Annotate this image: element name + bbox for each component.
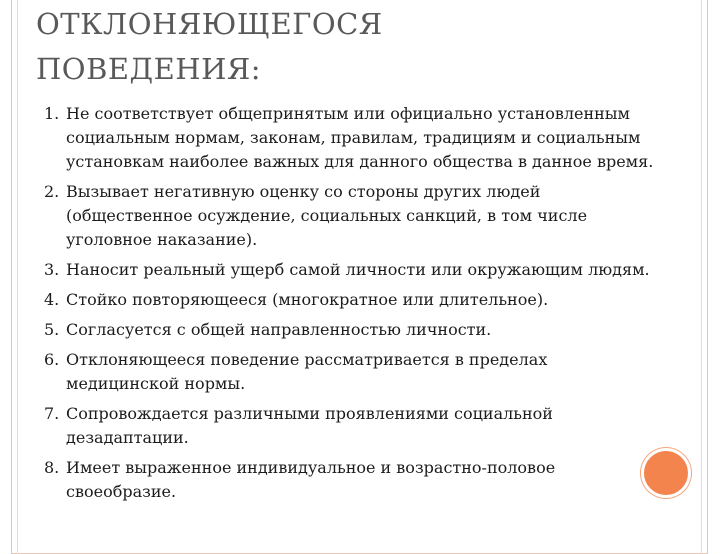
accent-circle [641, 448, 691, 498]
list-item [44, 180, 664, 252]
list-item-text: Отклоняющееся поведение рассматривается в пределах медицинской нормы. [66, 350, 548, 393]
list-item-number: 3. [44, 260, 60, 279]
list-item-text: Имеет выраженное индивидуальное и возрастно-половое своеобразие. [66, 458, 556, 501]
list-item-text: Согласуется с общей направленностью личности. [66, 320, 492, 339]
list-item [44, 258, 664, 282]
list-item-number: 6. [44, 350, 60, 369]
list-item-text: Сопровождается различными проявлениями социальной дезадаптации. [66, 404, 553, 447]
list-item [44, 102, 664, 174]
list-item-number: 4. [44, 290, 60, 309]
list-item [44, 456, 664, 504]
list-item-number: 1. [44, 104, 60, 123]
list-item-number: 5. [44, 320, 60, 339]
list-item-number: 7. [44, 404, 60, 423]
list-item-text: Не соответствует общепринятым или официально установленным социальным нормам, законам, правилам, традициям и социальным установкам наиболее важных для данного общества в данное время. [66, 104, 654, 171]
list-item-text: Вызывает негативную оценку со стороны других людей (общественное осуждение, социальных санкций, в том числе уголовное наказание). [66, 182, 588, 249]
list-item [44, 402, 664, 450]
list-item [44, 288, 664, 312]
slide-title-line-1: ОТКЛОНЯЮЩЕГОСЯ [36, 7, 383, 41]
list-item-number: 8. [44, 458, 60, 477]
list-item [44, 348, 664, 396]
criteria-list [44, 102, 664, 510]
list-item-text: Наносит реальный ущерб самой личности или окружающим людям. [66, 260, 650, 279]
list-item-number: 2. [44, 182, 60, 201]
list-item [44, 318, 664, 342]
slide-title-line-2: ПОВЕДЕНИЯ: [36, 52, 262, 86]
slide-title [36, 2, 383, 92]
list-item-text: Стойко повторяющееся (многократное или длительное). [66, 290, 549, 309]
